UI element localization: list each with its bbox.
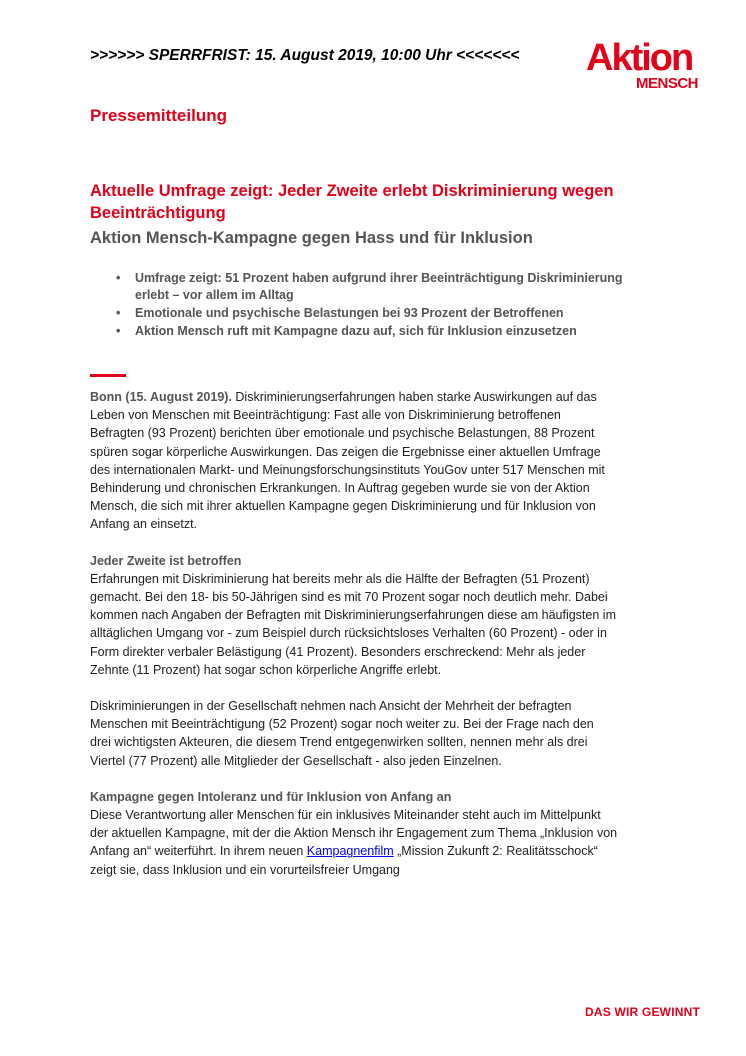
section-text-after: „Mission Zukunft 2: Realitätsschock“ zeigt sie, dass Inklusion und ein vorurteilsfreier Umgang <box>90 844 598 877</box>
kampagnenfilm-link[interactable]: Kampagnenfilm <box>306 844 394 859</box>
logo-wordmark-bottom: MENSCH <box>636 75 699 92</box>
logo-wordmark-top: Aktion <box>586 37 693 79</box>
document-type: Pressemitteilung <box>90 106 227 125</box>
key-point: • Emotionale und psychische Belastungen bei 93 Prozent der Betroffenen <box>90 305 630 322</box>
section-text-before: Diese Verantwortung aller Menschen für ein inklusives Miteinander steht auch im Mittelpunkt der aktuellen Kampagne, mit der die Aktion Mensch ihr Engagement zum Thema „Inklusion von Anfang an“ weiterführt. In ihrem neuen <box>90 808 618 859</box>
footer-slogan: DAS WIR GEWINNT <box>585 1005 700 1019</box>
paragraph-2: Diskriminierungen in der Gesellschaft nehmen nach Ansicht der Mehrheit der befragten Menschen mit Beeinträchtigung (52 Prozent) sogar noch weiter zu. Bei der Frage nach den drei wichtigsten Akteuren, die diesem Trend entgegenwirken sollten, nennen mehr als drei Viertel (77 Prozent) alle Mitglieder der Gesellschaft - also jeden Einzelnen. <box>90 699 594 768</box>
body-text <box>90 388 618 897</box>
key-points-list <box>90 270 630 341</box>
dateline: Bonn (15. August 2019). <box>90 390 232 404</box>
section-text: Erfahrungen mit Diskriminierung hat bereits mehr als die Hälfte der Befragten (51 Prozent) gemacht. Bei den 18- bis 50-Jährigen sind es mit 70 Prozent sogar noch deutlich mehr. Dabei kommen nach Angaben der Befragten mit Diskriminierungserfahrungen diese am häufigsten im alltäglichen Umgang vor - zum Beispiel durch rücksichtsloses Verhalten (60 Prozent) - oder in Form direkter verbaler Belästigung (41 Prozent). Besonders erschreckend: Mehr als jeder Zehnte (11 Prozent) hat sogar schon körperliche Angriffe erlebt. <box>90 571 616 677</box>
section-jeder-zweite <box>90 552 618 679</box>
aktion-mensch-logo <box>586 36 710 92</box>
embargo-notice: >>>>>> SPERRFRIST: 15. August 2019, 10:00 Uhr <<<<<<< <box>90 47 520 64</box>
subheadline: Aktion Mensch-Kampagne gegen Hass und für Inklusion <box>90 229 533 247</box>
divider <box>90 374 126 377</box>
intro-paragraph <box>90 388 618 534</box>
section-kampagne <box>90 788 618 879</box>
section-heading: Kampagne gegen Intoleranz und für Inklusion von Anfang an <box>90 789 452 804</box>
headline: Aktuelle Umfrage zeigt: Jeder Zweite erlebt Diskriminierung wegen Beeinträchtigung <box>90 182 614 222</box>
section-heading: Jeder Zweite ist betroffen <box>90 553 242 568</box>
intro-text: Diskriminierungserfahrungen haben starke Auswirkungen auf das Leben von Menschen mit Beeinträchtigung: Fast alle von Diskriminierung betroffenen Befragten (93 Prozent) berichten über emotionale und psychische Belastungen, 88 Prozent spüren sogar körperliche Auswirkungen. Das zeigen die Ergebnisse einer aktuellen Umfrage des internationalen Markt- und Meinungsforschungsinstituts YouGov unter 517 Menschen mit Behinderung und chronischen Erkrankungen. In Auftrag gegeben wurde sie von der Aktion Mensch, die sich mit ihrer aktuellen Kampagne gegen Diskriminierung und für Inklusion von Anfang an einsetzt. <box>90 390 605 532</box>
key-point: • Aktion Mensch ruft mit Kampagne dazu auf, sich für Inklusion einzusetzen <box>90 323 630 340</box>
key-point: • Umfrage zeigt: 51 Prozent haben aufgrund ihrer Beeinträchtigung Diskriminierung erlebt – vor allem im Alltag <box>90 270 630 304</box>
